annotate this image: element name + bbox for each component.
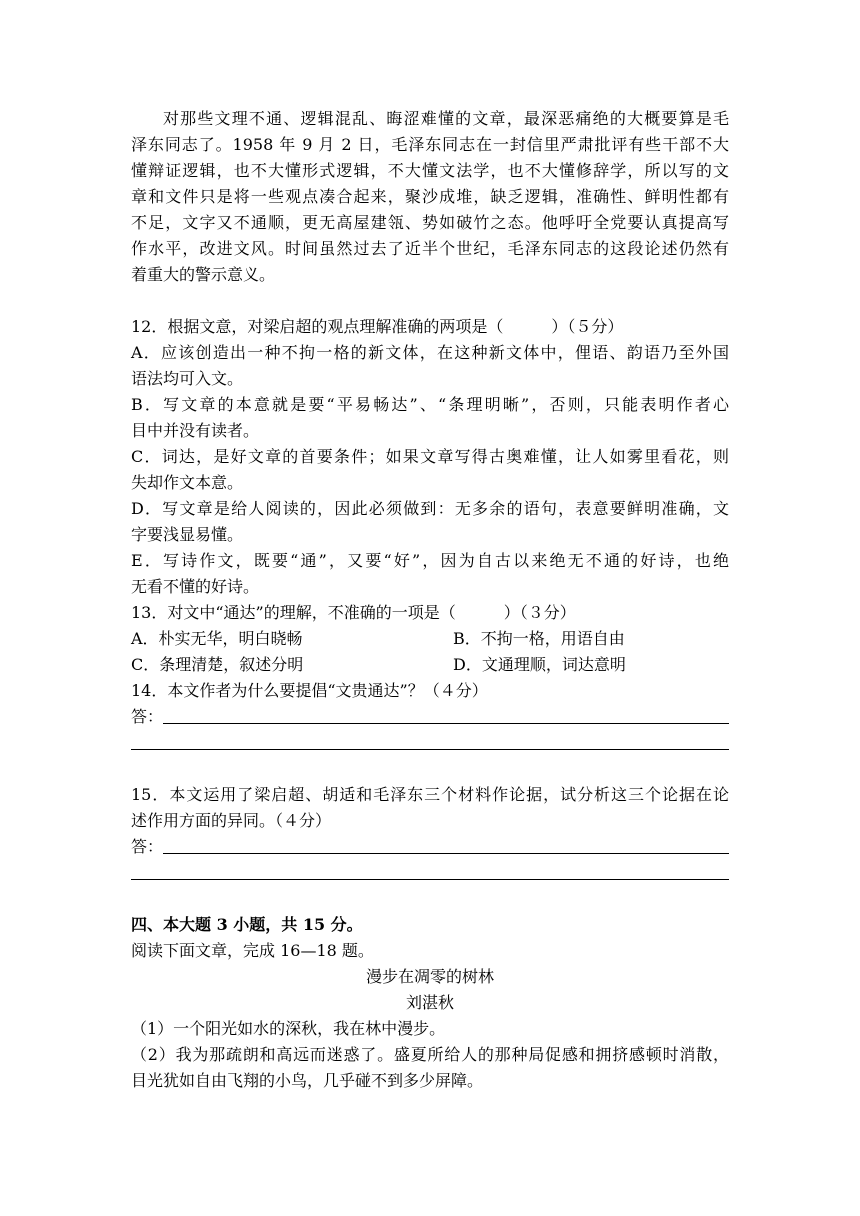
question-15-answer-label: 答： bbox=[131, 837, 164, 856]
section-heading: 四、本大题 3 小题，共 15 分。 bbox=[131, 915, 363, 934]
question-12-stem: 12．根据文意，对梁启超的观点理解准确的两项是（ ）（５分） bbox=[131, 317, 624, 336]
question-12-option-c-cont: 失却作文本意。 bbox=[131, 473, 244, 492]
question-13-option-b: B．不拘一格，用语自由 bbox=[453, 629, 625, 648]
section-instruction: 阅读下面文章，完成 16—18 题。 bbox=[131, 941, 374, 960]
question-14-answer-label: 答： bbox=[131, 707, 164, 726]
question-14-stem: 14．本文作者为什么要提倡“文贵通达”？（４分） bbox=[131, 681, 488, 700]
passage-line: 着重大的警示意义。 bbox=[131, 265, 276, 284]
question-12-option-b: B．写文章的本意就是要“平易畅达”、“条理明晰”，否则，只能表明作者心 bbox=[131, 395, 729, 414]
passage-line: 泽东同志了。1958 年 9 月 2 日，毛泽东同志在一封信里严肃批评有些干部不大 bbox=[131, 135, 729, 154]
question-13-option-c: C．条理清楚，叙述分明 bbox=[131, 655, 304, 674]
article-title: 漫步在凋零的树林 bbox=[365, 967, 494, 986]
question-15-answer-line[interactable] bbox=[163, 853, 729, 854]
question-12-option-e: E．写诗作文，既要“通”，又要“好”，因为自古以来绝无不通的好诗，也绝 bbox=[131, 551, 729, 570]
question-13-stem: 13．对文中“通达”的理解，不准确的一项是（ ）（３分） bbox=[131, 603, 576, 622]
question-14-answer-line[interactable] bbox=[163, 723, 729, 724]
article-paragraph-1: （1）一个阳光如水的深秋，我在林中漫步。 bbox=[131, 1019, 446, 1038]
article-paragraph-2: （2）我为那疏朗和高远而迷惑了。盛夏所给人的那种局促感和拥挤感顿时消散， bbox=[131, 1045, 729, 1064]
question-12-option-a-cont: 语法均可入文。 bbox=[131, 369, 244, 388]
passage-line: 懂辩证逻辑，也不大懂形式逻辑，不大懂文法学，也不大懂修辞学，所以写的文 bbox=[131, 161, 729, 180]
question-12-option-e-cont: 无看不懂的好诗。 bbox=[131, 577, 260, 596]
question-15-stem-cont: 述作用方面的异同。（４分） bbox=[131, 811, 332, 830]
question-15-answer-line[interactable] bbox=[131, 879, 729, 880]
question-12-option-b-cont: 目中并没有读者。 bbox=[131, 421, 260, 440]
question-12-option-d: D．写文章是给人阅读的，因此必须做到：无多余的语句，表意要鲜明准确，文 bbox=[131, 499, 729, 518]
question-12-option-d-cont: 字要浅显易懂。 bbox=[131, 525, 244, 544]
passage-line: 不足，文字又不通顺，更无高屋建瓴、势如破竹之态。他呼吁全党要认真提高写 bbox=[131, 213, 729, 232]
question-14-answer-line[interactable] bbox=[131, 749, 729, 750]
article-author: 刘湛秋 bbox=[405, 993, 454, 1012]
passage-line: 作水平，改进文风。时间虽然过去了近半个世纪，毛泽东同志的这段论述仍然有 bbox=[131, 239, 729, 258]
article-paragraph-2-cont: 目光犹如自由飞翔的小鸟，几乎碰不到多少屏障。 bbox=[131, 1071, 484, 1090]
question-12-option-c: C．词达，是好文章的首要条件；如果文章写得古奥难懂，让人如雾里看花，则 bbox=[131, 447, 729, 466]
question-15-stem: 15．本文运用了梁启超、胡适和毛泽东三个材料作论据，试分析这三个论据在论 bbox=[131, 785, 729, 804]
passage-line: 对那些文理不通、逻辑混乱、晦涩难懂的文章，最深恶痛绝的大概要算是毛 bbox=[163, 109, 729, 128]
question-13-option-d: D．文通理顺，词达意明 bbox=[453, 655, 626, 674]
question-13-option-a: A．朴实无华，明白晓畅 bbox=[131, 629, 303, 648]
question-12-option-a: A．应该创造出一种不拘一格的新文体，在这种新文体中，俚语、韵语乃至外国 bbox=[131, 343, 729, 362]
passage-line: 章和文件只是将一些观点凑合起来，聚沙成堆，缺乏逻辑，准确性、鲜明性都有 bbox=[131, 187, 729, 206]
